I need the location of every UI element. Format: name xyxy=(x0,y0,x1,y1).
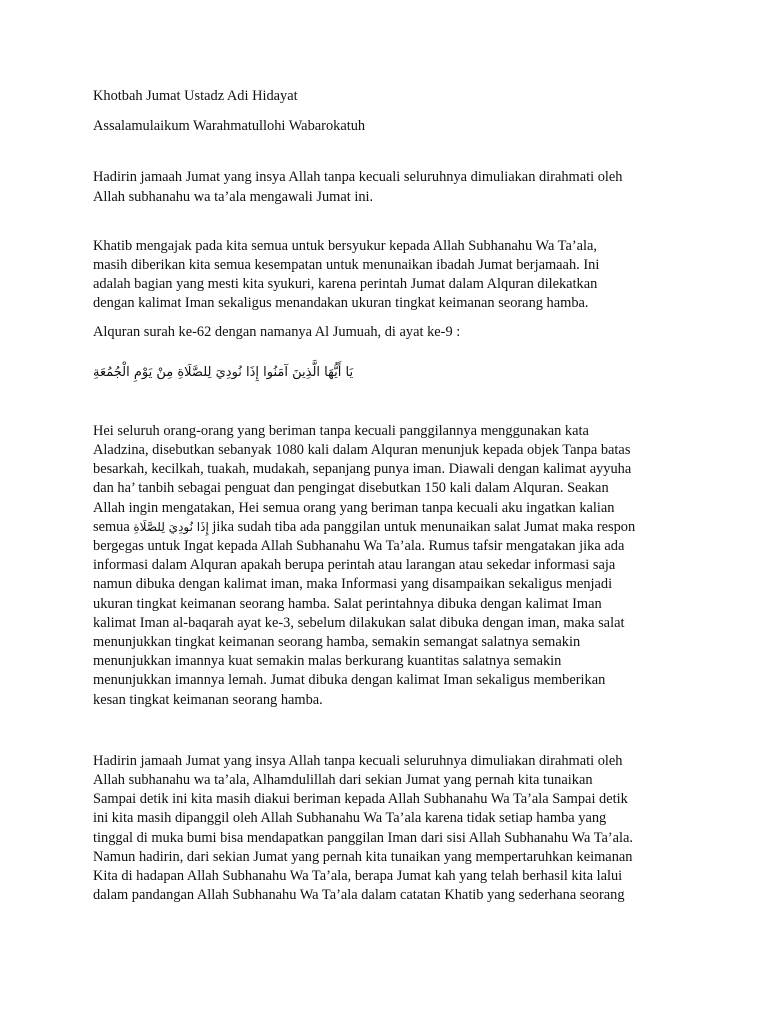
paragraph-5-line: ini kita masih dipanggil oleh Allah Subhanahu Wa Ta’ala karena tidak setiap hamba yang xyxy=(93,810,607,827)
paragraph-2-line: dengan kalimat Iman sekaligus menandakan ukuran tingkat keimanan seorang hamba. xyxy=(93,295,589,312)
paragraph-4-line: besarkah, kecilkah, tuakah, mudakah, sepanjang punya iman. Diawali dengan kalimat ayyuha xyxy=(93,461,632,478)
paragraph-3: Alquran surah ke-62 dengan namanya Al Jumuah, di ayat ke-9 : xyxy=(93,323,461,340)
paragraph-5-line: Allah subhanahu wa ta’ala, Alhamdulillah dari sekian Jumat yang pernah kita tunaikan xyxy=(93,772,593,789)
paragraph-1 xyxy=(93,168,685,206)
paragraph-4-line: menunjukkan imannya kuat semakin malas berkurang kuantitas salatnya semakin xyxy=(93,653,562,670)
paragraph-2-line: masih diberikan kita semua kesempatan untuk menunaikan ibadah Jumat berjamaah. Ini xyxy=(93,257,600,274)
inline-text-after: jika sudah tiba ada panggilan untuk menunaikan salat Jumat maka respon xyxy=(212,518,636,535)
paragraph-5-line: tinggal di muka bumi bisa mendapatkan panggilan Iman dari sisi Allah Subhanahu Wa Ta’ala. xyxy=(93,829,634,846)
paragraph-4-line: Hei seluruh orang-orang yang beriman tanpa kecuali panggilannya menggunakan kata xyxy=(93,422,589,439)
paragraph-5-line: Sampai detik ini kita masih diakui beriman kepada Allah Subhanahu Wa Ta’ala Sampai detik xyxy=(93,791,628,808)
arabic-verse: يَا أَيُّهَا الَّذِينَ آمَنُوا إِذَا نُودِيَ لِلصَّلَاةِ مِنْ يَوْمِ الْجُمُعَةِ xyxy=(93,364,354,380)
paragraph-4-line: namun dibuka dengan kalimat iman, maka Informasi yang disampaikan sekaligus menjadi xyxy=(93,576,613,593)
paragraph-1-line: Allah subhanahu wa ta’ala mengawali Jumat ini. xyxy=(93,188,374,205)
document-page xyxy=(93,87,685,906)
paragraph-4-line: Aladzina, disebutkan sebanyak 1080 kali dalam Alquran menunjuk kepada objek Tanpa batas xyxy=(93,442,631,459)
inline-text-before: semua xyxy=(93,518,130,535)
paragraph-4-inline-line xyxy=(93,518,685,537)
paragraph-5-line: Hadirin jamaah Jumat yang insya Allah tanpa kecuali seluruhnya dimuliakan dirahmati oleh xyxy=(93,752,623,769)
paragraph-5-line: Namun hadirin, dari sekian Jumat yang pernah kita tunaikan yang mempertaruhkan keimanan xyxy=(93,848,633,865)
document-title: Khotbah Jumat Ustadz Adi Hidayat xyxy=(93,88,298,104)
paragraph-4-line: Allah ingin mengatakan, Hei semua orang yang beriman tanpa kecuali aku ingatkan kalian xyxy=(93,499,615,516)
paragraph-2-line: adalah bagian yang mesti kita syukuri, karena perintah Jumat dalam Alquran dilekatkan xyxy=(93,276,598,293)
paragraph-4-line: dan ha’ tanbih sebagai penguat dan pengingat disebutkan 150 kali dalam Alquran. Seakan xyxy=(93,480,609,497)
paragraph-4-line: menunjukkan imannya lemah. Jumat dibuka dengan kalimat Iman sekaligus memberikan xyxy=(93,672,606,689)
paragraph-4-line: menunjukkan tingkat keimanan seorang hamba, semakin semangat salatnya semakin xyxy=(93,634,581,651)
paragraph-5-line: Kita di hadapan Allah Subhanahu Wa Ta’ala, berapa Jumat kah yang telah berhasil kita lalui xyxy=(93,868,623,885)
paragraph-4-line: bergegas untuk Ingat kepada Allah Subhanahu Wa Ta’ala. Rumus tafsir mengatakan jika ada xyxy=(93,538,625,555)
paragraph-4-line: informasi dalam Alquran apakah berupa perintah atau larangan atau sekedar informasi saja xyxy=(93,557,616,574)
paragraph-2 xyxy=(93,237,685,314)
paragraph-4-line: kalimat Iman al-baqarah ayat ke-3, sebelum dilakukan salat dibuka dengan iman, maka salat xyxy=(93,614,625,631)
paragraph-5 xyxy=(93,752,685,906)
paragraph-4-line: ukuran tingkat keimanan seorang hamba. Salat perintahnya dibuka dengan kalimat Iman xyxy=(93,595,602,612)
paragraph-5-line: dalam pandangan Allah Subhanahu Wa Ta’ala dalam catatan Khatib yang sederhana seorang xyxy=(93,887,625,904)
paragraph-4-line: kesan tingkat keimanan seorang hamba. xyxy=(93,691,323,708)
paragraph-1-line: Hadirin jamaah Jumat yang insya Allah tanpa kecuali seluruhnya dimuliakan dirahmati oleh xyxy=(93,169,623,186)
greeting: Assalamulaikum Warahmatullohi Wabarokatuh xyxy=(93,118,366,135)
paragraph-2-line: Khatib mengajak pada kita semua untuk bersyukur kepada Allah Subhanahu Wa Ta’ala, xyxy=(93,237,598,254)
paragraph-4 xyxy=(93,422,685,710)
inline-arabic-phrase: إِذَا نُودِيَ لِلصَّلَاةِ xyxy=(133,519,209,534)
